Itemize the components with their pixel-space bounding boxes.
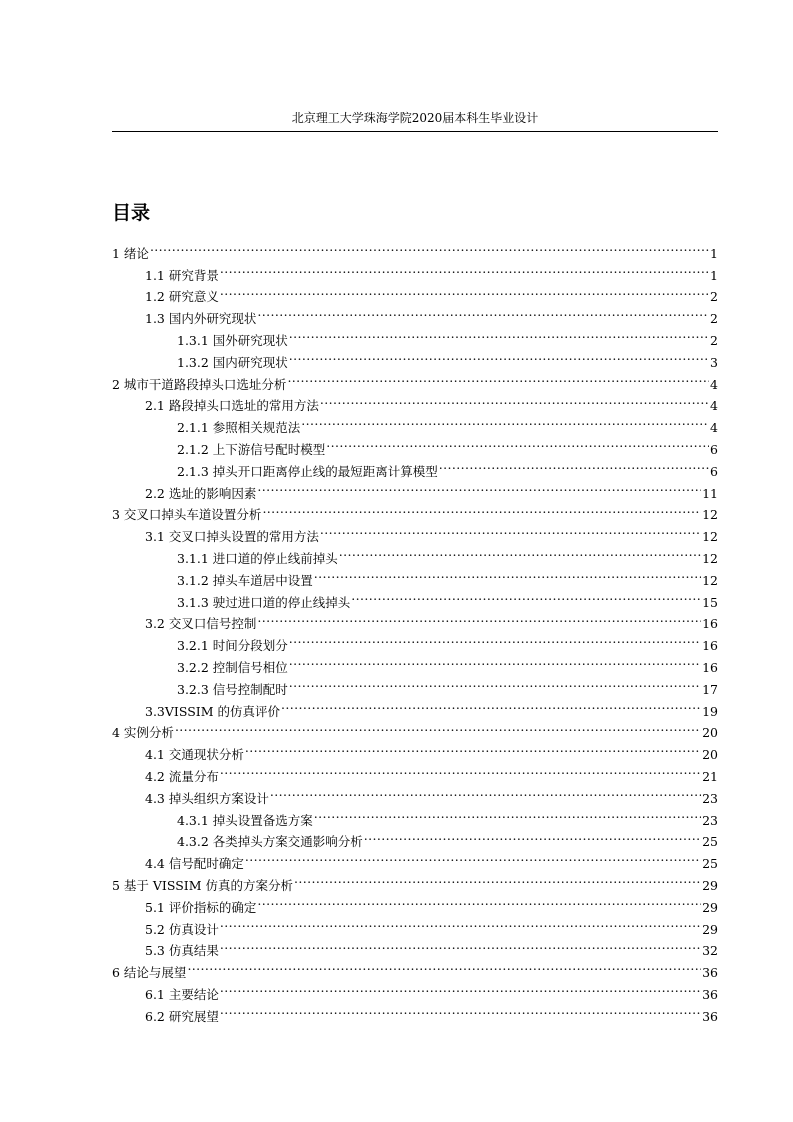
toc-entry-page: 20 (702, 725, 718, 741)
toc-entry-label: 2.2 选址的影响因素 (145, 485, 257, 501)
toc-dot-leader (257, 890, 701, 912)
toc-dot-leader (339, 541, 701, 563)
toc-entry[interactable] (112, 737, 718, 763)
toc-dot-leader (289, 345, 709, 367)
toc-entry-page: 12 (702, 550, 718, 566)
toc-entry-label: 3.1.1 进口道的停止线前掉头 (177, 550, 338, 566)
toc-entry-page: 23 (702, 790, 718, 806)
toc-dot-leader (220, 912, 701, 934)
toc-title: 目录 (112, 202, 151, 224)
toc-entry-label: 5.1 评价指标的确定 (145, 899, 257, 915)
toc-entry-page: 36 (702, 1008, 718, 1024)
toc-entry-page: 16 (702, 616, 718, 632)
toc-entry-page: 29 (702, 899, 718, 915)
toc-entry-page: 2 (710, 289, 718, 305)
toc-entry-page: 12 (702, 507, 718, 523)
toc-dot-leader (220, 759, 701, 781)
toc-dot-leader (314, 563, 701, 585)
toc-entry-page: 25 (702, 856, 718, 872)
toc-dot-leader (314, 803, 701, 825)
toc-dot-leader (270, 781, 701, 803)
table-of-contents (112, 236, 718, 1024)
toc-entry-label: 3.2.1 时间分段划分 (177, 638, 288, 654)
toc-dot-leader (245, 737, 701, 759)
toc-entry-page: 2 (710, 332, 718, 348)
toc-entry-page: 36 (702, 965, 718, 981)
toc-entry-page: 17 (702, 681, 718, 697)
toc-dot-leader (245, 846, 701, 868)
toc-entry-label: 2.1.1 参照相关规范法 (177, 420, 301, 436)
toc-entry-label: 4.3.2 各类掉头方案交通影响分析 (177, 834, 363, 850)
toc-entry-label: 5 基于 VISSIM 仿真的方案分析 (112, 877, 293, 893)
toc-entry-page: 36 (702, 986, 718, 1002)
toc-entry[interactable] (112, 955, 718, 981)
toc-dot-leader (257, 607, 701, 629)
toc-entry-label: 3.1.3 驶过进口道的停止线掉头 (177, 594, 351, 610)
toc-entry-label: 4.4 信号配时确定 (145, 856, 244, 872)
toc-dot-leader (364, 825, 701, 847)
toc-entry-label: 4.2 流量分布 (145, 768, 219, 784)
toc-entry-label: 6.2 研究展望 (145, 1008, 219, 1024)
toc-entry-page: 29 (702, 921, 718, 937)
toc-dot-leader (326, 432, 709, 454)
toc-entry-page: 32 (702, 943, 718, 959)
toc-entry-page: 19 (702, 703, 718, 719)
toc-entry-label: 1.3.1 国外研究现状 (177, 332, 288, 348)
toc-entry[interactable] (112, 716, 718, 741)
toc-entry-label: 6.1 主要结论 (145, 986, 219, 1002)
toc-dot-leader (257, 476, 701, 498)
toc-entry-label: 3.2.2 控制信号相位 (177, 659, 288, 675)
toc-dot-leader (351, 585, 701, 607)
toc-entry[interactable] (112, 258, 718, 283)
toc-entry-label: 4.3 掉头组织方案设计 (145, 790, 269, 806)
toc-entry-label: 3.2.3 信号控制配时 (177, 681, 288, 697)
toc-entry[interactable] (112, 977, 718, 1002)
toc-dot-leader (220, 977, 701, 999)
toc-dot-leader (287, 367, 709, 389)
toc-entry-label: 2.1 路段掉头口选址的常用方法 (145, 398, 319, 414)
toc-dot-leader (289, 323, 709, 345)
toc-entry-page: 21 (702, 768, 718, 784)
toc-dot-leader (220, 999, 701, 1021)
toc-entry-label: 1.2 研究意义 (145, 289, 219, 305)
toc-entry-label: 5.2 仿真设计 (145, 921, 219, 937)
toc-entry-page: 3 (710, 354, 718, 370)
toc-entry-label: 4 实例分析 (112, 725, 174, 741)
running-header: 北京理工大学珠海学院2020届本科生毕业设计 (291, 111, 539, 125)
toc-dot-leader (289, 672, 701, 694)
toc-entry[interactable] (112, 236, 718, 261)
toc-dot-leader (439, 454, 709, 476)
toc-entry-label: 4.3.1 掉头设置备选方案 (177, 812, 313, 828)
toc-entry-page: 15 (702, 594, 718, 610)
toc-entry-page: 6 (710, 441, 718, 457)
toc-dot-leader (301, 410, 709, 432)
toc-entry-page: 6 (710, 463, 718, 479)
toc-entry-page: 11 (702, 485, 718, 501)
toc-dot-leader (150, 236, 709, 258)
toc-entry-page: 1 (710, 267, 718, 283)
toc-entry-page: 20 (702, 747, 718, 763)
toc-dot-leader (320, 389, 709, 411)
toc-dot-leader (320, 519, 701, 541)
toc-dot-leader (220, 934, 701, 956)
toc-entry-page: 2 (710, 311, 718, 327)
toc-entry-label: 2 城市干道路段掉头口选址分析 (112, 376, 287, 392)
toc-entry-page: 4 (710, 376, 718, 392)
toc-entry-label: 1.3.2 国内研究现状 (177, 354, 288, 370)
header-rule (112, 131, 718, 132)
toc-dot-leader (257, 301, 709, 323)
toc-entry-label: 5.3 仿真结果 (145, 943, 219, 959)
toc-entry-page: 4 (710, 398, 718, 414)
toc-entry-label: 3.1 交叉口掉头设置的常用方法 (145, 529, 319, 545)
toc-entry-page: 23 (702, 812, 718, 828)
toc-dot-leader (187, 955, 701, 977)
toc-entry-label: 3.1.2 掉头车道居中设置 (177, 572, 313, 588)
toc-entry-page: 12 (702, 572, 718, 588)
toc-entry-label: 3.2 交叉口信号控制 (145, 616, 257, 632)
toc-entry-label: 3.3VISSIM 的仿真评价 (145, 703, 280, 719)
toc-dot-leader (281, 694, 701, 716)
toc-entry-label: 6 结论与展望 (112, 965, 187, 981)
toc-entry-page: 4 (710, 420, 718, 436)
toc-entry-label: 2.1.2 上下游信号配时模型 (177, 441, 326, 457)
toc-entry-page: 1 (710, 245, 718, 261)
toc-entry-page: 16 (702, 638, 718, 654)
toc-entry-label: 1.3 国内外研究现状 (145, 311, 257, 327)
toc-dot-leader (289, 650, 701, 672)
toc-dot-leader (262, 498, 701, 520)
toc-entry-label: 1 绪论 (112, 245, 149, 261)
toc-dot-leader (289, 628, 701, 650)
toc-dot-leader (220, 258, 709, 280)
toc-entry-page: 29 (702, 877, 718, 893)
toc-dot-leader (294, 868, 701, 890)
toc-entry-label: 4.1 交通现状分析 (145, 747, 244, 763)
toc-entry-page: 12 (702, 529, 718, 545)
toc-entry-page: 25 (702, 834, 718, 850)
toc-entry-page: 16 (702, 659, 718, 675)
toc-dot-leader (175, 716, 701, 738)
toc-entry-label: 3 交叉口掉头车道设置分析 (112, 507, 262, 523)
toc-entry-label: 1.1 研究背景 (145, 267, 219, 283)
toc-dot-leader (220, 280, 709, 302)
toc-entry-label: 2.1.3 掉头开口距离停止线的最短距离计算模型 (177, 463, 438, 479)
